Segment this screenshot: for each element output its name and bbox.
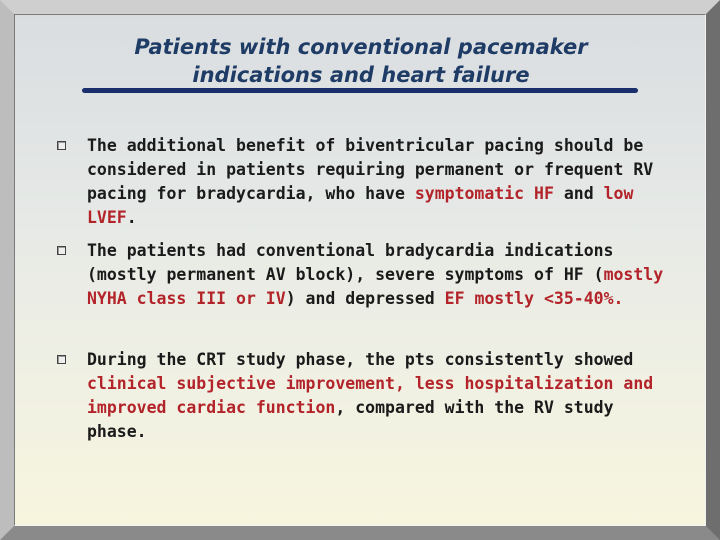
body-text: The additional benefit of biventricular pacing should be considered in patients requiring permanent or frequent RV pacing for bradycardia, who have	[87, 136, 654, 203]
highlighted-text: symptomatic HF	[414, 184, 554, 203]
slide	[14, 14, 706, 526]
title-line-2: indications and heart failure	[192, 63, 530, 87]
body-text: .	[126, 208, 137, 227]
body-text: During the CRT study phase, the pts consistently showed	[87, 350, 634, 369]
highlighted-text: mostly NYHA class III or IV	[87, 265, 664, 308]
title-underline	[82, 88, 638, 93]
slide-title	[55, 33, 667, 89]
bullet-text-3	[87, 348, 672, 444]
body-text: ) and depressed	[285, 289, 445, 308]
bullet-text-1	[87, 134, 672, 230]
body-text: The patients had conventional bradycardia indications (mostly permanent AV block), severe symptoms of HF (	[87, 241, 614, 284]
body-text: and	[553, 184, 604, 203]
highlighted-text: EF mostly <35-40%.	[444, 289, 624, 308]
highlighted-text: clinical subjective improvement, less hospitalization and improved cardiac function	[87, 374, 654, 417]
title-line-1: Patients with conventional pacemaker	[134, 35, 588, 59]
square-bullet-icon	[57, 141, 66, 150]
square-bullet-icon	[57, 246, 66, 255]
highlighted-text: low LVEF	[87, 184, 634, 227]
bullet-text-2	[87, 239, 672, 311]
square-bullet-icon	[57, 355, 66, 364]
body-text: , compared with the RV study phase.	[87, 398, 614, 441]
